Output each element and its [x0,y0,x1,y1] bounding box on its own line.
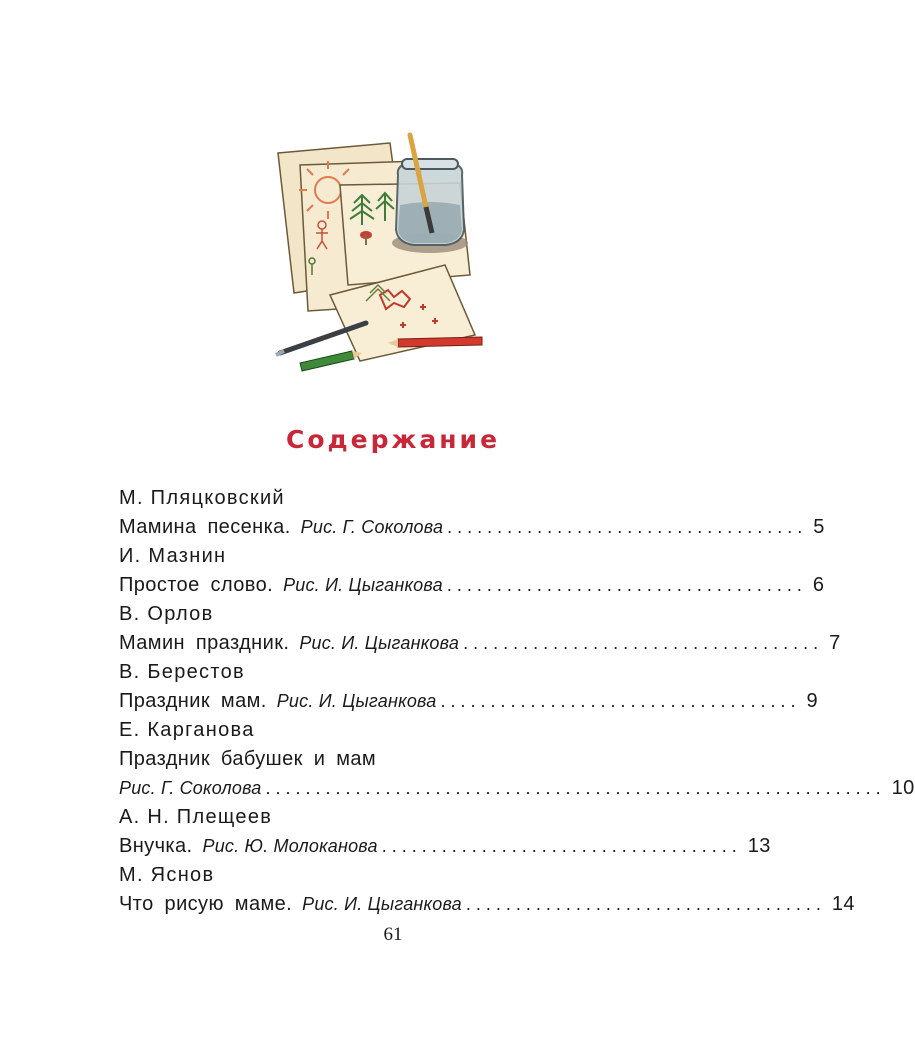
toc-illustrator: Рис. И. Цыганкова [276,691,437,711]
dot-leader: .................................... [463,633,824,653]
toc-illustrator: Рис. И. Цыганкова [299,633,460,653]
toc-title: Мамина песенка. [119,516,291,538]
toc-illustrator: Рис. Г. Соколова [119,778,262,798]
toc-line [119,745,635,774]
dot-leader: .................................... [446,575,807,595]
toc-page-number: 6 [812,574,825,596]
toc-title: Внучка. [119,835,193,857]
dot-leader: .................................... [381,836,742,856]
dot-leader: .................................... [447,517,808,537]
toc-line [119,513,825,542]
toc-author: Е. Карганова [119,719,255,741]
dot-leader: .................................... [440,691,801,711]
toc-illustrator: Рис. И. Цыганкова [302,894,462,914]
toc-illustrator: Рис. Ю. Молоканова [202,836,378,856]
toc-line [119,890,855,919]
toc-page-number: 5 [813,516,825,538]
toc-line [119,774,915,803]
toc-entry [119,803,771,861]
toc-entry [119,600,841,658]
toc-title: Праздник бабушек и мам [119,748,377,770]
toc-author: В. Берестов [119,661,245,683]
toc-line [119,571,825,600]
toc-page-number: 13 [747,835,771,857]
toc-title: Что рисую маме. [119,893,293,915]
drawings-illustration [270,125,500,373]
toc-author: М. Пляцковский [119,487,285,509]
page-number: 61 [383,924,403,945]
toc-title: Праздник мам. [119,690,267,712]
toc-illustrator: Рис. И. Цыганкова [283,575,443,595]
toc-author: М. Яснов [119,864,215,886]
toc-entry [119,861,855,919]
toc-author: В. Орлов [119,603,214,625]
toc-page-number: 10 [891,777,915,799]
toc-author: А. Н. Плещеев [119,806,273,828]
toc-entry [119,716,915,803]
toc-entry [119,658,819,716]
toc-page-number: 9 [806,690,819,712]
toc-illustrator: Рис. Г. Соколова [300,517,444,537]
toc-entry [119,484,825,542]
toc-line [119,832,771,861]
dot-leader: .............................................................. [265,778,886,798]
toc-title: Мамин праздник. [119,632,290,654]
dot-leader: .................................... [465,894,826,914]
table-of-contents [119,484,915,919]
toc-line [119,687,819,716]
page-title: Содержание [285,425,501,454]
toc-page-number: 14 [831,893,855,915]
toc-title: Простое слово. [119,574,274,596]
toc-author: И. Мазнин [119,545,227,567]
toc-entry [119,542,825,600]
toc-line [119,629,841,658]
toc-page-number: 7 [829,632,841,654]
